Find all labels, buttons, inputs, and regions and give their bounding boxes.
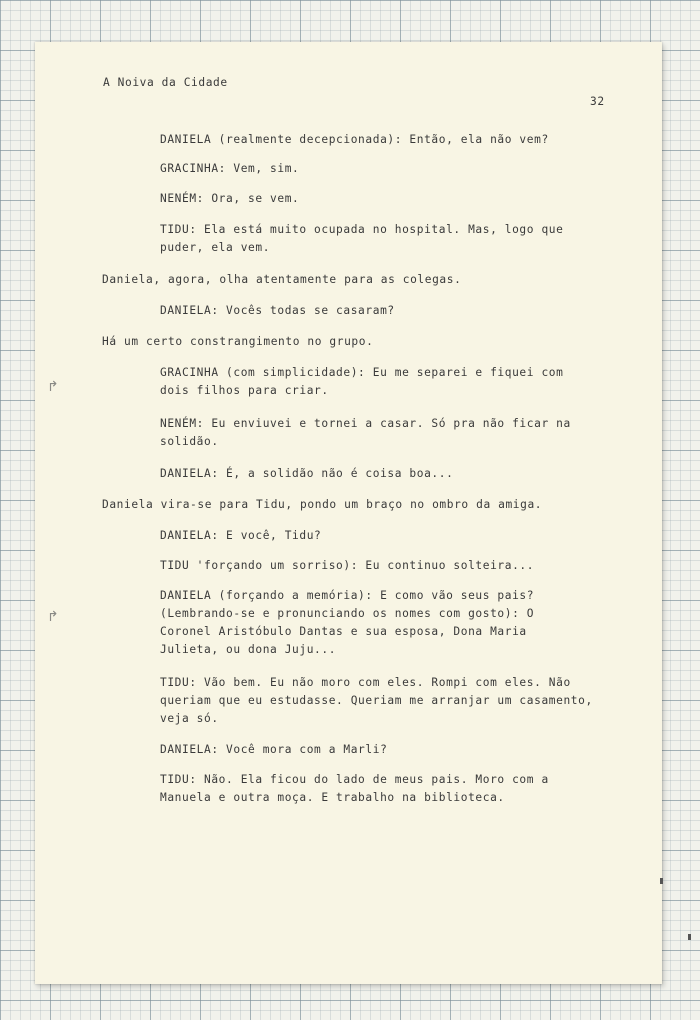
dialogue-line: DANIELA: E você, Tidu?	[160, 529, 322, 542]
dialogue-line: (Lembrando-se e pronunciando os nomes com gosto): O	[160, 607, 535, 620]
dialogue-line: Coronel Aristóbulo Dantas e sua esposa, Dona Maria	[160, 625, 527, 638]
dialogue-line: DANIELA: Vocês todas se casaram?	[160, 304, 395, 317]
dialogue-line: TIDU: Ela está muito ocupada no hospital. Mas, logo que	[160, 223, 564, 236]
pencil-mark-icon: ↱	[47, 379, 60, 395]
dialogue-line: DANIELA (realmente decepcionada): Então, ela não vem?	[160, 133, 549, 146]
dialogue-line: DANIELA: É, a solidão não é coisa boa...	[160, 467, 454, 480]
dialogue-line: solidão.	[160, 435, 219, 448]
dialogue-line: Julieta, ou dona Juju...	[160, 643, 337, 656]
dialogue-line: TIDU 'forçando um sorriso): Eu continuo solteira...	[160, 559, 535, 572]
script-page	[35, 42, 662, 984]
dialogue-line: Manuela e outra moça. E trabalho na biblioteca.	[160, 791, 505, 804]
dialogue-line: puder, ela vem.	[160, 241, 271, 254]
dialogue-line: TIDU: Não. Ela ficou do lado de meus pais. Moro com a	[160, 773, 549, 786]
dialogue-line: NENÉM: Ora, se vem.	[160, 192, 300, 205]
pencil-mark-icon: ↱	[47, 609, 60, 625]
dialogue-line: DANIELA (forçando a memória): E como vão seus pais?	[160, 589, 535, 602]
stage-direction: Daniela, agora, olha atentamente para as colegas.	[102, 273, 462, 286]
page-number: 32	[590, 95, 605, 108]
stage-direction: Daniela vira-se para Tidu, pondo um braço no ombro da amiga.	[102, 498, 543, 511]
dialogue-line: GRACINHA: Vem, sim.	[160, 162, 300, 175]
dialogue-line: dois filhos para criar.	[160, 384, 329, 397]
dialogue-line: TIDU: Vão bem. Eu não moro com eles. Rompi com eles. Não	[160, 676, 571, 689]
dialogue-line: veja só.	[160, 712, 219, 725]
staple-mark	[660, 878, 663, 884]
stage-direction: Há um certo constrangimento no grupo.	[102, 335, 374, 348]
dialogue-line: DANIELA: Você mora com a Marli?	[160, 743, 388, 756]
document-title: A Noiva da Cidade	[103, 76, 228, 89]
dialogue-line: queriam que eu estudasse. Queriam me arranjar um casamento,	[160, 694, 593, 707]
staple-mark	[688, 934, 691, 940]
dialogue-line: GRACINHA (com simplicidade): Eu me separei e fiquei com	[160, 366, 564, 379]
dialogue-line: NENÉM: Eu enviuvei e tornei a casar. Só pra não ficar na	[160, 417, 571, 430]
